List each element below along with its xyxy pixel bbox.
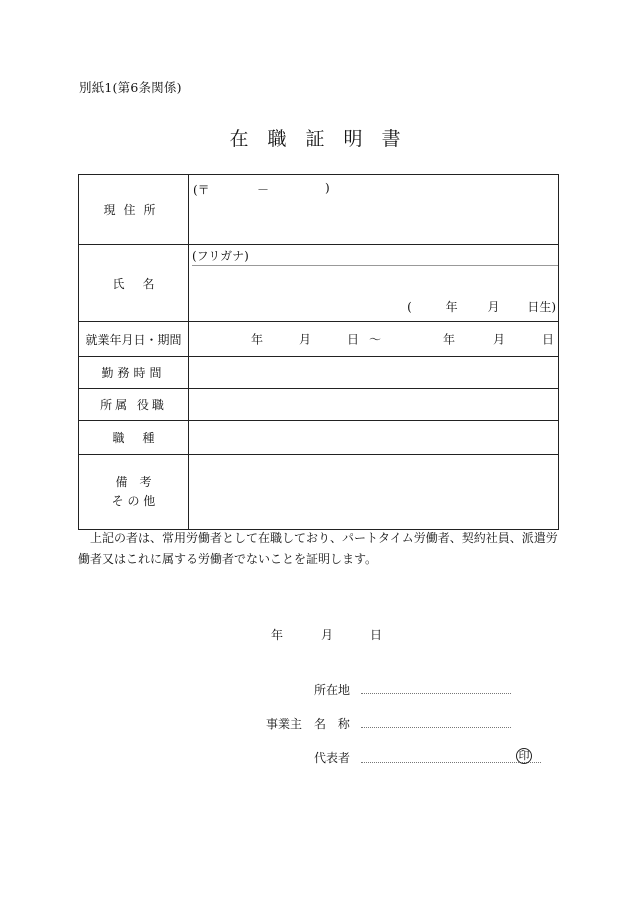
label-period: 就業年月日・期間 [79, 322, 189, 357]
dept-field[interactable] [189, 389, 559, 421]
remarks-field[interactable] [189, 455, 559, 530]
location-label: 所在地 [314, 683, 351, 697]
seal-mark-icon: 印 [516, 748, 532, 764]
label-address: 現住所 [79, 175, 189, 245]
issue-day: 日 [370, 628, 383, 642]
row-name [79, 245, 559, 322]
representative-line[interactable] [361, 762, 541, 763]
label-remarks: 備 考 そ の 他 [79, 455, 189, 530]
form-reference: 別紙1(第6条関係) [79, 80, 182, 95]
certification-statement: 上記の者は、常用労働者として在職しており、パートタイム労働者、契約社員、派遣労働者又はこれに属する労働者でないことを証明します。 [78, 531, 558, 566]
job-field[interactable] [189, 421, 559, 455]
row-period [79, 322, 559, 357]
location-line[interactable] [361, 693, 511, 694]
label-name: 氏名 [79, 245, 189, 322]
label-job: 職種 [79, 421, 189, 455]
company-name-line[interactable] [361, 727, 511, 728]
page-title: 在職証明書 [229, 128, 420, 150]
address-field[interactable] [189, 175, 559, 245]
hours-field[interactable] [189, 357, 559, 389]
issue-month: 月 [321, 628, 334, 642]
certificate-table [78, 174, 559, 530]
issue-year: 年 [271, 628, 284, 642]
period-field[interactable]: 年 月 日 ～ 年 月 日 [189, 322, 559, 357]
label-dept: 所属 役職 [79, 389, 189, 421]
zip-code: (〒 － ) [193, 181, 330, 197]
furigana-line: (フリガナ) [192, 247, 558, 266]
employer-label: 事業主 [266, 717, 303, 731]
company-name-label: 名 称 [314, 717, 354, 731]
birth-date: ( 年 月 日生) [407, 300, 556, 314]
row-address [79, 175, 559, 245]
row-hours [79, 357, 559, 389]
label-hours: 勤務時間 [79, 357, 189, 389]
row-dept [79, 389, 559, 421]
row-job [79, 421, 559, 455]
row-remarks [79, 455, 559, 530]
representative-label: 代表者 [314, 751, 351, 765]
name-field[interactable] [189, 245, 559, 322]
